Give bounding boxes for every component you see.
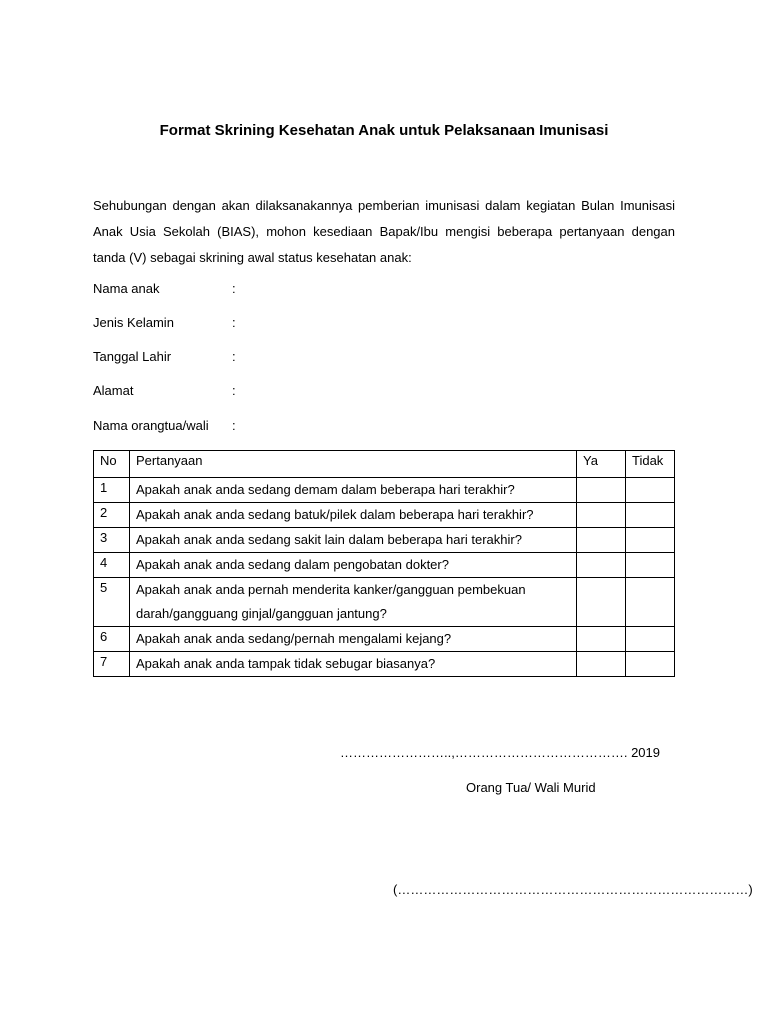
header-no: No <box>94 451 130 478</box>
header-question: Pertanyaan <box>130 451 577 478</box>
answer-tidak-cell[interactable] <box>626 652 675 677</box>
field-label: Nama anak <box>93 281 160 296</box>
table-row <box>94 528 675 553</box>
table-row <box>94 652 675 677</box>
table-row <box>94 478 675 503</box>
row-question: Apakah anak anda sedang sakit lain dalam beberapa hari terakhir? <box>130 528 577 553</box>
signer-label: Orang Tua/ Wali Murid <box>466 780 596 795</box>
field-nama-orangtua <box>93 418 236 433</box>
row-number: 4 <box>94 553 130 578</box>
table-row <box>94 627 675 652</box>
answer-tidak-cell[interactable] <box>626 578 675 627</box>
row-question: Apakah anak anda tampak tidak sebugar biasanya? <box>130 652 577 677</box>
row-question: Apakah anak anda sedang/pernah mengalami kejang? <box>130 627 577 652</box>
answer-tidak-cell[interactable] <box>626 503 675 528</box>
answer-ya-cell[interactable] <box>577 652 626 677</box>
field-jenis-kelamin <box>93 315 236 330</box>
table-row <box>94 578 675 627</box>
page-title: Format Skrining Kesehatan Anak untuk Pelaksanaan Imunisasi <box>159 122 609 139</box>
field-label: Jenis Kelamin <box>93 315 174 330</box>
row-number: 2 <box>94 503 130 528</box>
row-question: Apakah anak anda sedang batuk/pilek dalam beberapa hari terakhir? <box>130 503 577 528</box>
date-line: ……………………..,…………………………………. 2019 <box>340 745 660 760</box>
answer-ya-cell[interactable] <box>577 528 626 553</box>
field-alamat <box>93 383 236 398</box>
row-number: 1 <box>94 478 130 503</box>
answer-ya-cell[interactable] <box>577 503 626 528</box>
answer-tidak-cell[interactable] <box>626 627 675 652</box>
row-number: 7 <box>94 652 130 677</box>
row-number: 3 <box>94 528 130 553</box>
answer-ya-cell[interactable] <box>577 553 626 578</box>
row-question: Apakah anak anda sedang demam dalam beberapa hari terakhir? <box>130 478 577 503</box>
field-label: Alamat <box>93 383 134 398</box>
field-colon: : <box>232 315 236 330</box>
field-colon: : <box>232 281 236 296</box>
row-question: Apakah anak anda sedang dalam pengobatan dokter? <box>130 553 577 578</box>
field-colon: : <box>232 383 236 398</box>
row-question: Apakah anak anda pernah menderita kanker/gangguan pembekuan darah/gangguang ginjal/gangguan jantung? <box>130 578 577 627</box>
field-colon: : <box>232 418 236 433</box>
header-tidak: Tidak <box>626 451 675 478</box>
signature-line: (………………………………………………………………………) <box>393 882 753 897</box>
answer-tidak-cell[interactable] <box>626 553 675 578</box>
table-header-row <box>94 451 675 478</box>
field-nama-anak <box>93 281 236 296</box>
screening-table <box>93 450 675 677</box>
answer-ya-cell[interactable] <box>577 578 626 627</box>
intro-paragraph: Sehubungan dengan akan dilaksanakannya pemberian imunisasi dalam kegiatan Bulan Imunisasi Anak Usia Sekolah (BIAS), mohon kesediaan Bapak/Ibu mengisi beberapa pertanyaan dengan tanda (V) sebagai skrining awal status kesehatan anak: <box>93 198 675 265</box>
answer-tidak-cell[interactable] <box>626 528 675 553</box>
answer-tidak-cell[interactable] <box>626 478 675 503</box>
table-row <box>94 553 675 578</box>
table-row <box>94 503 675 528</box>
field-label: Nama orangtua/wali <box>93 418 209 433</box>
row-number: 6 <box>94 627 130 652</box>
field-tanggal-lahir <box>93 349 236 364</box>
answer-ya-cell[interactable] <box>577 627 626 652</box>
field-colon: : <box>232 349 236 364</box>
header-ya: Ya <box>577 451 626 478</box>
answer-ya-cell[interactable] <box>577 478 626 503</box>
row-number: 5 <box>94 578 130 627</box>
field-label: Tanggal Lahir <box>93 349 172 364</box>
